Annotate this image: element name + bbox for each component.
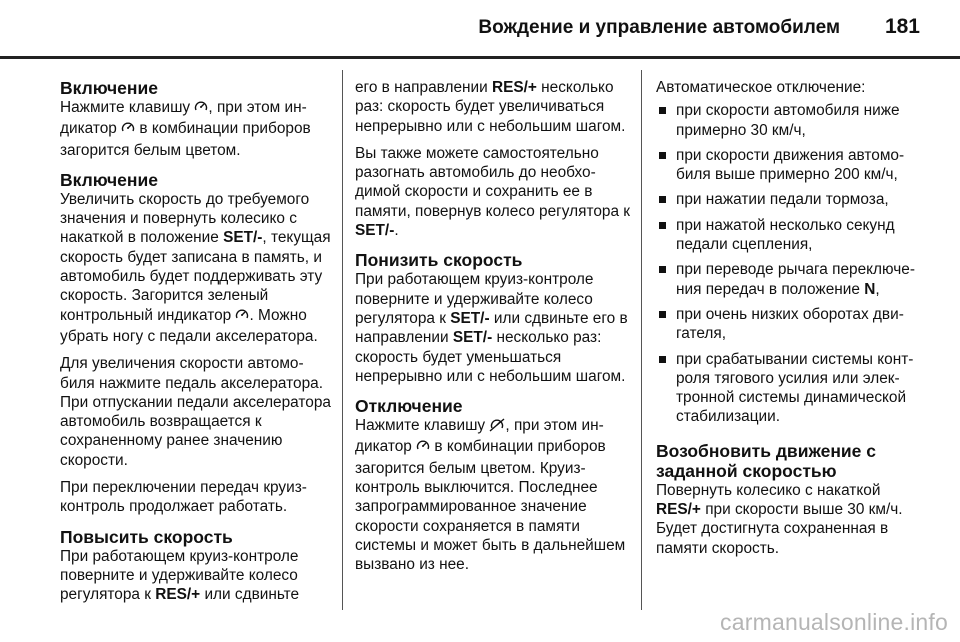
paragraph: При переключении передач круиз-контроль продолжает работать. [60, 479, 307, 516]
list-item: при скорости движения автомобиля выше примерно 200 км/ч, [656, 146, 926, 185]
paragraph: Для увеличения скорости автомобиля нажмите педаль акселератора. При отпускании педали акселератора автомобиль возвращается к сохраненному ранее значению скорости. [60, 355, 331, 469]
column-3 [656, 78, 926, 566]
paragraph: Нажмите клавишу , при этом индикатор в комбинации приборов загорится белым цветом. [60, 99, 311, 159]
paragraph: Увеличить скорость до требуемого значения и повернуть колесико с накаткой в положение SET/-, текущая скорость будет записана в память, и автомобиль будет поддерживать эту скорость. Загорится зеленый контрольный индикатор . Можно убрать ногу с педали акселератора. [60, 190, 331, 345]
section-heading: Возобновить движение с заданной скоростью [656, 440, 877, 481]
column-1 [60, 78, 332, 613]
section-heading: Отключение [355, 396, 463, 417]
cruise-control-icon [416, 439, 430, 458]
paragraph: Повернуть колесико с накаткой RES/+ при скорости выше 30 км/ч. Будет достигнута сохраненная в памяти скорость. [656, 481, 903, 557]
section-increase-speed [60, 527, 332, 605]
page-number: 181 [884, 15, 920, 38]
list-item: при срабатывании системы контроля тягового усилия или электронной системы динамической стабилизации. [656, 350, 926, 427]
paragraph: Нажмите клавишу , при этом индикатор в комбинации приборов загорится белым цветом. Круиз-контроль выключится. Последнее запрограммированное значение скорости сохраняется в памяти системы и может быть в дальнейшем вызвано из нее. [355, 417, 626, 574]
page-header [0, 0, 960, 58]
paragraph: При работающем круиз-контроле поверните и удерживайте колесо регулятора к SET/- или сдвиньте его в направлении SET/- несколько раз: скорость будет уменьшаться непрерывно или с небольшим шагом. [355, 271, 628, 385]
section-decrease-speed [355, 250, 633, 386]
list-item: при скорости автомобиля ниже примерно 30 км/ч, [656, 101, 926, 140]
section-enable-2 [60, 170, 332, 517]
section-heading: Повысить скорость [60, 526, 233, 547]
paragraph: его в направлении RES/+ несколько раз: скорость будет увеличиваться непрерывно или с небольшим шагом. [355, 79, 626, 135]
paragraph: При работающем круиз-контроле поверните и удерживайте колесо регулятора к RES/+ или сдвиньте [60, 547, 300, 604]
auto-disable-list [656, 101, 926, 426]
paragraph: Вы также можете самостоятельно разогнать автомобиль до необходимой скорости и сохранить ее в памяти, повернув колесо регулятора к SET/-. [355, 144, 631, 240]
section-heading: Понизить скорость [355, 250, 523, 271]
cruise-control-icon [121, 121, 135, 140]
watermark: carmanualsonline.info [720, 609, 948, 635]
section-resume [656, 441, 926, 558]
list-item: при нажатой несколько секунд педали сцепления, [656, 216, 926, 255]
column-divider-2 [641, 70, 642, 610]
section-heading: Включение [60, 169, 158, 190]
section-enable-1 [60, 78, 332, 160]
section-heading: Включение [60, 78, 158, 98]
column-2 [355, 78, 633, 583]
list-item: при очень низких оборотах двигателя, [656, 305, 926, 344]
page-title: Вождение и управление автомобилем [478, 17, 840, 38]
header-divider [0, 56, 960, 59]
section-disable [355, 396, 633, 574]
paragraph: Автоматическое отключение: [656, 79, 866, 96]
list-item: при нажатии педали тормоза, [656, 190, 926, 209]
list-item: при переводе рычага переключения передач в положение N, [656, 260, 926, 299]
cruise-control-icon [235, 308, 249, 327]
cruise-control-icon [194, 100, 208, 119]
cruise-control-off-icon [489, 418, 505, 437]
column-divider-1 [342, 70, 343, 610]
